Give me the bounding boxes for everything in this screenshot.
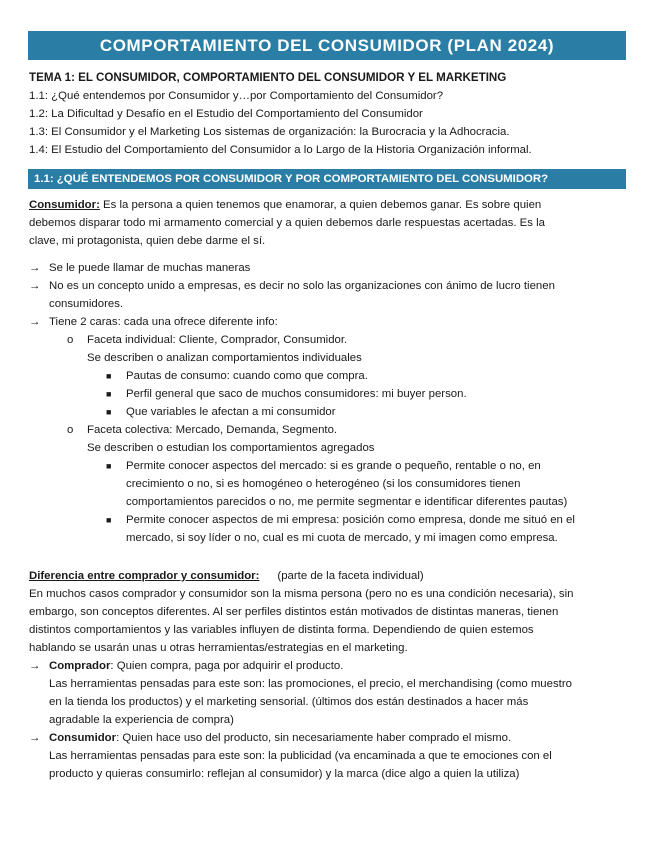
text-line: producto y quieras consumirlo: reflejan al consumidor) y la marca (dice algo a quien la utiliza)	[49, 768, 520, 780]
text-line: Pautas de consumo: cuando como que compra.	[126, 370, 368, 382]
text-line: clave, mi protagonista, quien debe darme el sí.	[29, 235, 266, 247]
square-bullet-icon: ■	[106, 515, 112, 525]
text-line: Se describen o estudian los comportamientos agregados	[87, 442, 375, 454]
faceta-individual	[29, 331, 629, 349]
text-line: Tiene 2 caras: cada una ofrece diferente info:	[49, 316, 278, 328]
list-item	[29, 367, 629, 385]
diferencia-note: (parte de la faceta individual)	[277, 570, 424, 582]
document-title: COMPORTAMIENTO DEL CONSUMIDOR (PLAN 2024)	[28, 31, 626, 60]
text-line: En muchos casos comprador y consumidor son la misma persona (pero no es una condición necesaria), sin	[29, 588, 574, 600]
section-heading: 1.1: ¿QUÉ ENTENDEMOS POR CONSUMIDOR Y POR COMPORTAMIENTO DEL CONSUMIDOR?	[28, 169, 626, 189]
text-line: : Quien hace uso del producto, sin necesariamente haber comprado el mismo.	[116, 732, 512, 744]
circle-bullet-icon: o	[67, 334, 74, 346]
text-line: Se le puede llamar de muchas maneras	[49, 262, 251, 274]
text-line: Se describen o analizan comportamientos individuales	[87, 352, 362, 364]
arrow-item	[29, 313, 629, 331]
arrow-icon: →	[29, 280, 41, 292]
comprador-item	[29, 657, 629, 729]
text-line: Las herramientas pensadas para este son: la publicidad (va encaminada a que te emociones con el	[49, 750, 552, 762]
text-line: : Quien compra, paga por adquirir el producto.	[110, 660, 344, 672]
arrow-item	[29, 277, 629, 313]
term-consumidor-2: Consumidor	[49, 732, 117, 744]
list-item	[29, 403, 629, 421]
toc-item: 1.4: El Estudio del Comportamiento del Consumidor a lo Largo de la Historia Organización informal.	[29, 144, 532, 156]
text-line: en la tienda los productos) y el marketing sensorial. (últimos dos están destinados a hacer más	[49, 696, 529, 708]
text-line: Faceta individual: Cliente, Comprador, Consumidor.	[87, 334, 348, 346]
circle-bullet-icon: o	[67, 424, 74, 436]
text-line: crecimiento o no, si es homogéneo o heterogéneo (si los consumidores tienen	[126, 478, 521, 490]
section-content	[29, 196, 629, 783]
square-bullet-icon: ■	[106, 407, 112, 417]
arrow-icon: →	[29, 660, 41, 672]
text-line: comportamientos parecidos o no, me permite segmentar e identificar diferentes pautas)	[126, 496, 568, 508]
text-line: Es la persona a quien tenemos que enamorar, a quien debemos ganar. Es sobre quien	[103, 199, 542, 211]
text-line: distintos comportamientos y las variables influyen de distinta forma. Dependiendo de quien estemos	[29, 624, 534, 636]
text-line: Permite conocer aspectos de mi empresa: posición como empresa, donde me situó en el	[126, 514, 575, 526]
faceta-colectiva	[29, 421, 629, 439]
diferencia-heading-line	[29, 567, 629, 585]
text-line: embargo, son conceptos diferentes. Al ser perfiles distintos están motivados de distintas maneras, tienen	[29, 606, 559, 618]
text-line: Perfil general que saco de muchos consumidores: mi buyer person.	[126, 388, 467, 400]
diferencia-heading: Diferencia entre comprador y consumidor:	[29, 570, 260, 582]
arrow-icon: →	[29, 732, 41, 744]
toc-item: 1.1: ¿Qué entendemos por Consumidor y…por Comportamiento del Consumidor?	[29, 90, 444, 102]
consumidor-definition	[29, 196, 629, 250]
text-line: debemos disparar todo mi armamento comercial y a quien debemos darle respuestas acertadas. Es la	[29, 217, 546, 229]
text-line: agradable la experiencia de compra)	[49, 714, 234, 726]
toc-item: 1.2: La Dificultad y Desafío en el Estudio del Comportamiento del Consumidor	[29, 108, 423, 120]
square-bullet-icon: ■	[106, 371, 112, 381]
list-item	[29, 457, 629, 511]
text-line: Faceta colectiva: Mercado, Demanda, Segmento.	[87, 424, 338, 436]
square-bullet-icon: ■	[106, 389, 112, 399]
term-comprador: Comprador	[49, 660, 111, 672]
text-line: mercado, si soy líder o no, cual es mi cuota de mercado, y mi imagen como empresa.	[126, 532, 558, 544]
arrow-icon: →	[29, 262, 41, 274]
text-line: Que variables le afectan a mi consumidor	[126, 406, 336, 418]
text-line: No es un concepto unido a empresas, es decir no solo las organizaciones con ánimo de lucro tienen	[49, 280, 555, 292]
square-bullet-icon: ■	[106, 461, 112, 471]
list-item	[29, 385, 629, 403]
term-consumidor: Consumidor:	[29, 199, 100, 211]
topic-index	[29, 69, 629, 159]
text-line: consumidores.	[49, 298, 124, 310]
list-item	[29, 511, 629, 547]
consumidor-item	[29, 729, 629, 783]
text-line: Permite conocer aspectos del mercado: si es grande o pequeño, rentable o no, en	[126, 460, 541, 472]
topic-title: TEMA 1: EL CONSUMIDOR, COMPORTAMIENTO DEL CONSUMIDOR Y EL MARKETING	[29, 71, 507, 84]
text-line: hablando se usarán unas u otras herramientas/estrategias en el marketing.	[29, 642, 408, 654]
arrow-icon: →	[29, 316, 41, 328]
arrow-item	[29, 259, 629, 277]
text-line: Las herramientas pensadas para este son: las promociones, el precio, el merchandising (como muestro	[49, 678, 572, 690]
toc-item: 1.3: El Consumidor y el Marketing Los sistemas de organización: la Burocracia y la Adhocracia.	[29, 126, 510, 138]
